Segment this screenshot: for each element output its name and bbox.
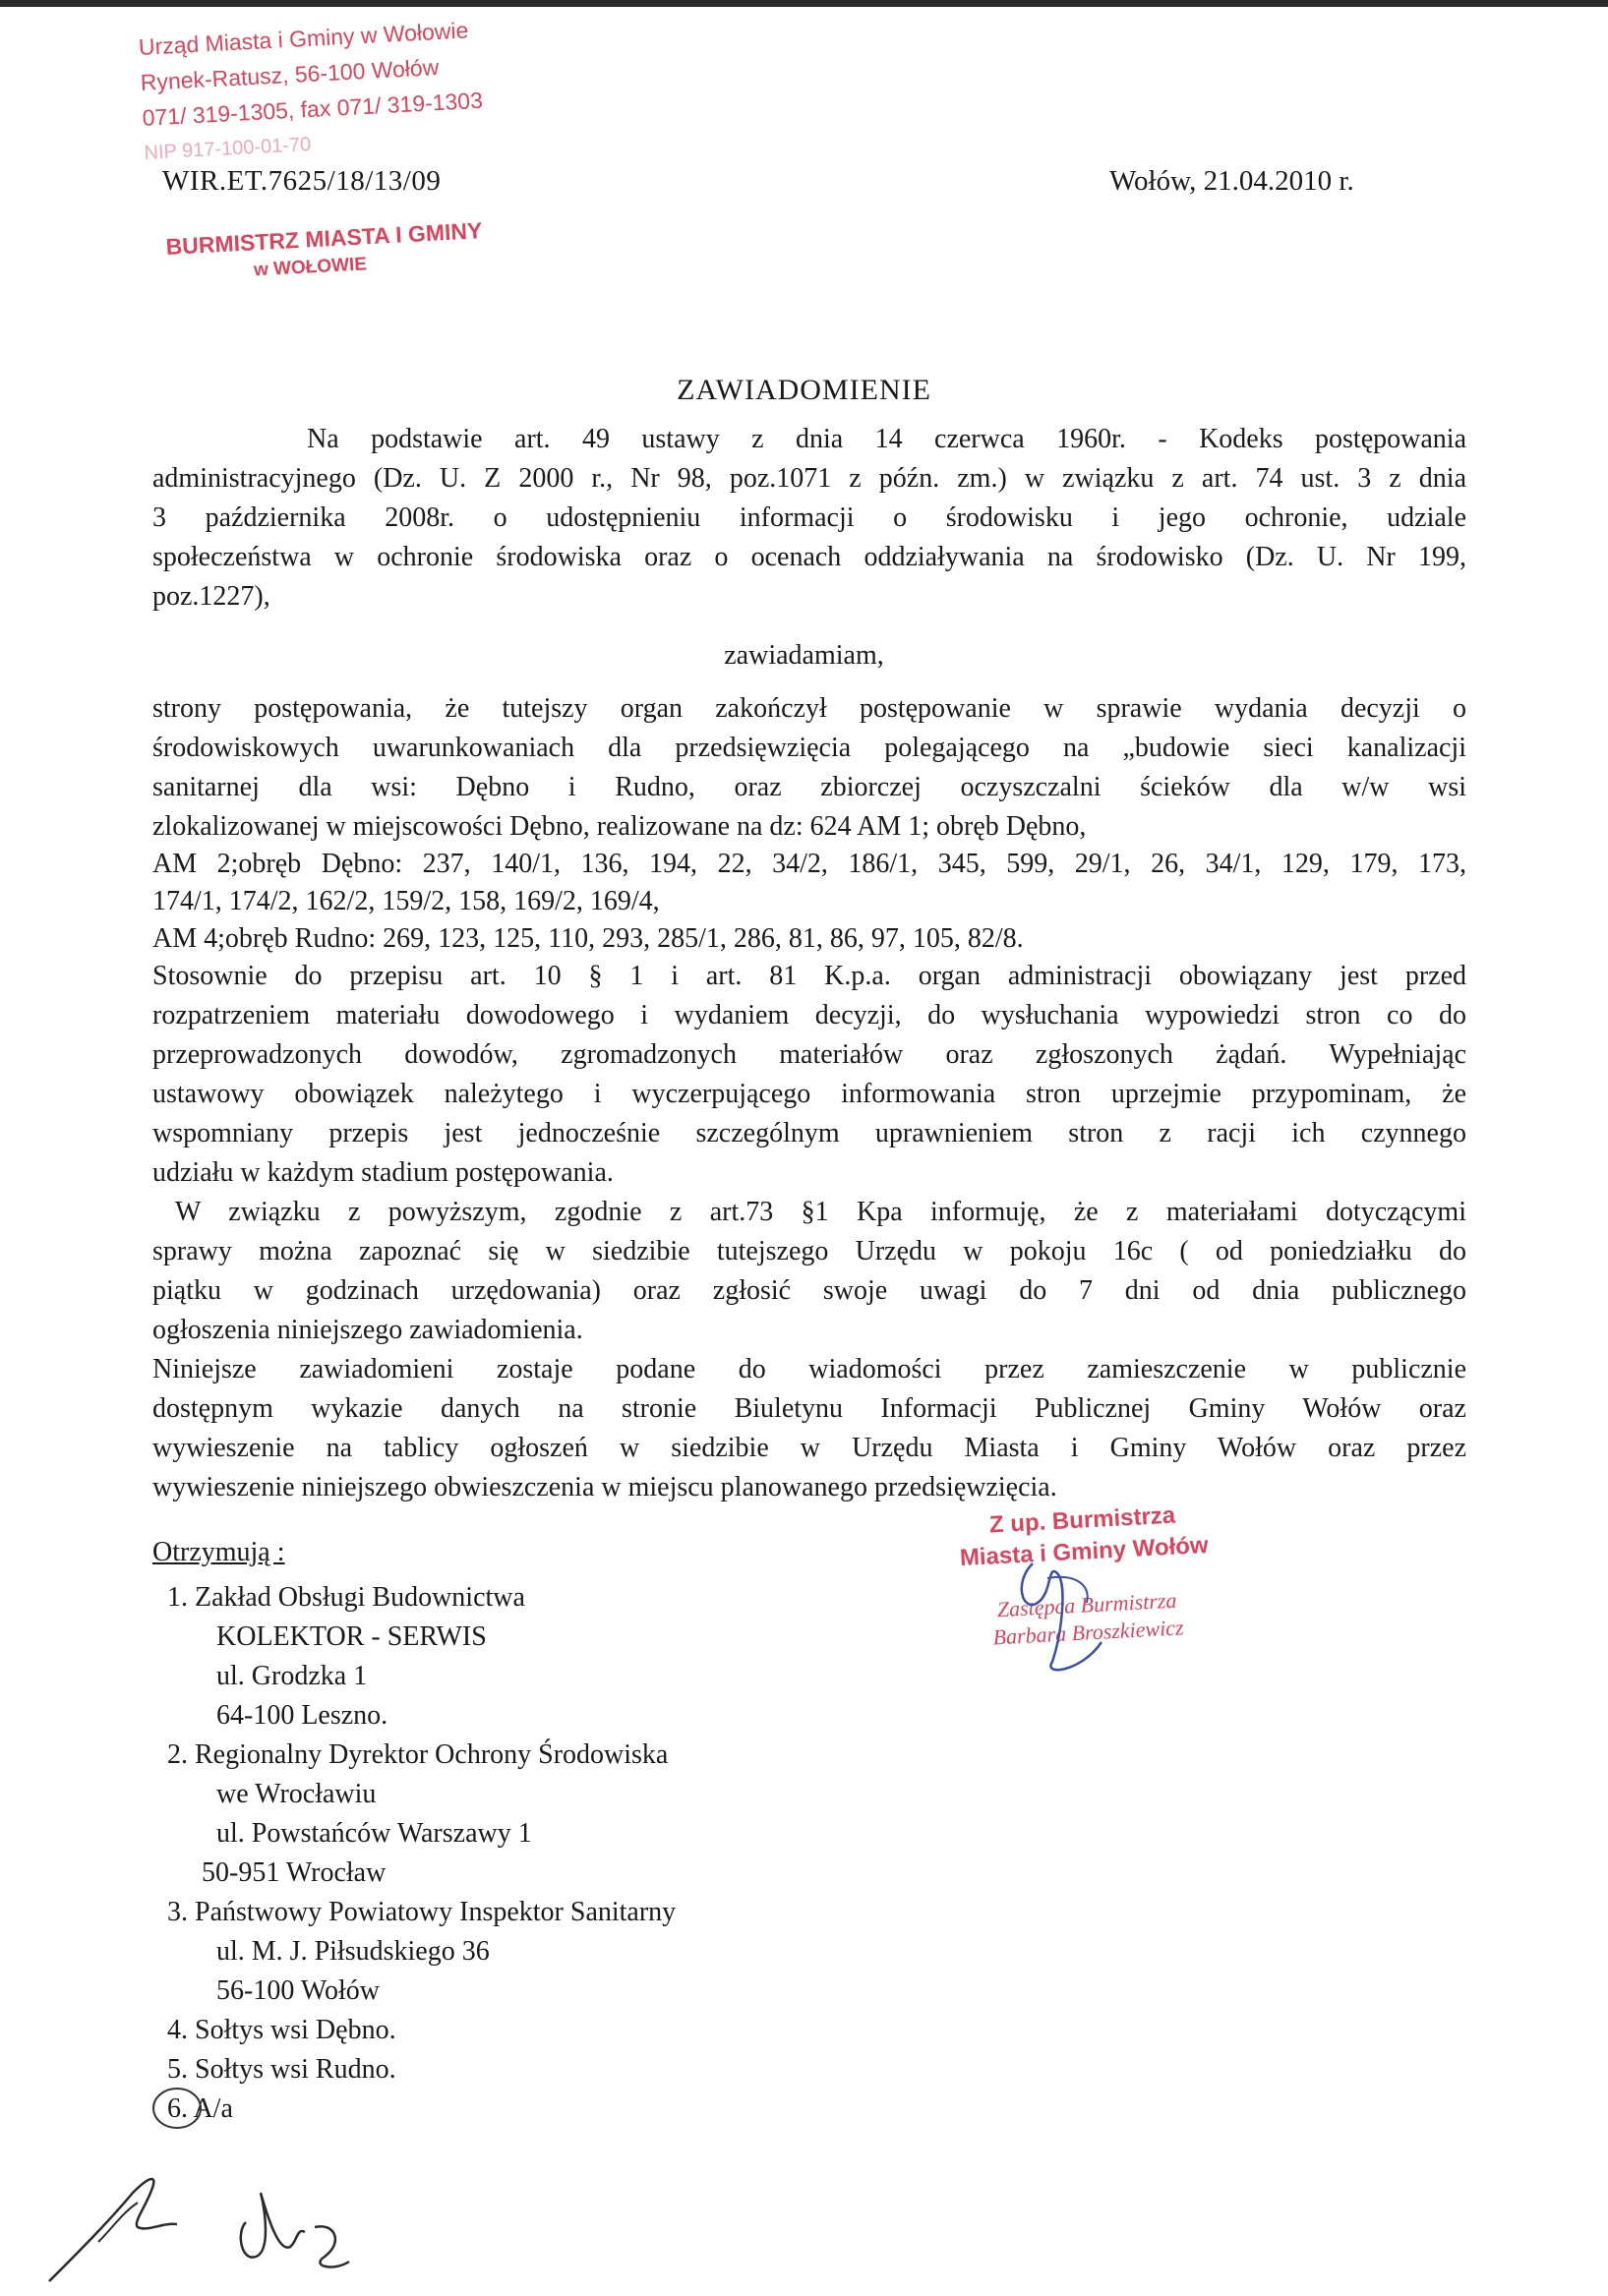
mayor-stamp bbox=[165, 217, 482, 286]
mayor-stamp-line2: w WOŁOWIE bbox=[253, 254, 368, 281]
body-line: poz.1227), bbox=[152, 581, 270, 612]
signature-stamp-line4: Barbara Broszkiewicz bbox=[991, 1615, 1185, 1650]
body-line: 3 października 2008r. o udostępnieniu informacji o środowisku i jego ochronie, udziale bbox=[152, 502, 1466, 533]
recipient-line: 56-100 Wołów bbox=[216, 1975, 381, 2006]
recipient-line: KOLEKTOR - SERWIS bbox=[216, 1621, 487, 1652]
recipient-line: 5. Sołtys wsi Rudno. bbox=[167, 2054, 396, 2085]
scan-top-edge bbox=[0, 0, 1608, 7]
body-line: społeczeństwa w ochronie środowiska oraz o ocenach oddziaływania na środowisko (Dz. U. Nr 199, bbox=[152, 542, 1466, 572]
recipient-line: ul. Powstańców Warszawy 1 bbox=[216, 1818, 532, 1849]
recipient-line: 1. Zakład Obsługi Budownictwa bbox=[167, 1582, 525, 1613]
signature-stamp-line1: Z up. Burmistrza bbox=[988, 1501, 1176, 1539]
stamp-office-address: Rynek-Ratusz, 56-100 Wołów bbox=[140, 54, 440, 95]
body-line: Niniejsze zawiadomieni zostaje podane do wiadomości przez zamieszczenie w publicznie bbox=[152, 1354, 1466, 1384]
body-line: środowiskowych uwarunkowaniach dla przedsięwzięcia polegającego na „budowie sieci kanalizacji bbox=[152, 733, 1466, 763]
body-line: W związku z powyższym, zgodnie z art.73 §1 Kpa informuję, że z materiałami dotyczącymi bbox=[175, 1197, 1466, 1227]
document-title: ZAWIADOMIENIE bbox=[677, 374, 931, 406]
body-line: piątku w godzinach urzędowania) oraz zgłosić swoje uwagi do 7 dni od dnia publicznego bbox=[152, 1275, 1466, 1306]
office-address-stamp bbox=[138, 9, 538, 171]
body-line: sanitarnej dla wsi: Dębno i Rudno, oraz zbiorczej oczyszczalni ścieków dla w/w wsi bbox=[152, 772, 1466, 802]
recipient-line: we Wrocławiu bbox=[216, 1779, 377, 1809]
reference-number: WIR.ET.7625/18/13/09 bbox=[162, 165, 442, 197]
body-line: dostępnym wykazie danych na stronie Biuletynu Informacji Publicznej Gminy Wołów oraz bbox=[152, 1393, 1466, 1424]
body-line: ogłoszenia niniejszego zawiadomienia. bbox=[152, 1315, 583, 1345]
stamp-office-phone: 071/ 319-1305, fax 071/ 319-1303 bbox=[142, 87, 484, 131]
handwritten-initials bbox=[39, 2134, 364, 2296]
recipient-line: ul. M. J. Piłsudskiego 36 bbox=[216, 1936, 490, 1967]
body-line: Stosownie do przepisu art. 10 § 1 i art. 81 K.p.a. organ administracji obowiązany jest przed bbox=[152, 961, 1466, 991]
recipient-line: 6. A/a bbox=[167, 2093, 233, 2124]
signature-stamp-line2: Miasta i Gminy Wołów bbox=[959, 1531, 1210, 1572]
body-line: zlokalizowanej w miejscowości Dębno, realizowane na dz: 624 AM 1; obręb Dębno, bbox=[152, 811, 1087, 842]
signature-stamp-line3: Zastępca Burmistrza bbox=[996, 1587, 1177, 1622]
body-line: przeprowadzonych dowodów, zgromadzonych materiałów oraz zgłoszonych żądań. Wypełniając bbox=[152, 1039, 1466, 1070]
stamp-office-nip: NIP 917-100-01-70 bbox=[144, 133, 312, 164]
body-line: wywieszenie niniejszego obwieszczenia w miejscu planowanego przedsięwzięcia. bbox=[152, 1472, 1057, 1502]
body-line: AM 2;obręb Dębno: 237, 140/1, 136, 194, 22, 34/2, 186/1, 345, 599, 29/1, 26, 34/1, 129, 179, 173, bbox=[152, 849, 1466, 879]
body-line: 174/1, 174/2, 162/2, 159/2, 158, 169/2, 169/4, bbox=[152, 886, 660, 916]
circle-mark-icon bbox=[148, 2083, 207, 2134]
body-line: wspomniany przepis jest jednocześnie szczególnym uprawnieniem stron z racji ich czynnego bbox=[152, 1118, 1466, 1148]
stamp-office-name: Urząd Miasta i Gminy w Wołowie bbox=[138, 17, 469, 60]
recipient-line: 4. Sołtys wsi Dębno. bbox=[167, 2015, 396, 2045]
recipient-line: 3. Państwowy Powiatowy Inspektor Sanitarny bbox=[167, 1897, 677, 1927]
recipient-line: ul. Grodzka 1 bbox=[216, 1661, 368, 1691]
body-line: AM 4;obręb Rudno: 269, 123, 125, 110, 293, 285/1, 286, 81, 86, 97, 105, 82/8. bbox=[152, 923, 1024, 954]
recipient-line: 64-100 Leszno. bbox=[216, 1700, 388, 1731]
recipient-line: 50-951 Wrocław bbox=[202, 1857, 387, 1888]
body-line: Na podstawie art. 49 ustawy z dnia 14 czerwca 1960r. - Kodeks postępowania bbox=[307, 424, 1466, 454]
mayor-stamp-line1: BURMISTRZ MIASTA I GMINY bbox=[165, 217, 483, 260]
body-line: udziału w każdym stadium postępowania. bbox=[152, 1157, 614, 1188]
body-line: rozpatrzeniem materiału dowodowego i wydaniem decyzji, do wysłuchania wypowiedzi stron co do bbox=[152, 1000, 1466, 1030]
body-line: ustawowy obowiązek należytego i wyczerpującego informowania stron uprzejmie przypominam, że bbox=[152, 1079, 1466, 1109]
handwritten-signature-official bbox=[993, 1544, 1131, 1681]
place-date: Wołów, 21.04.2010 r. bbox=[1109, 165, 1354, 197]
body-line: strony postępowania, że tutejszy organ zakończył postępowanie w sprawie wydania decyzji o bbox=[152, 693, 1466, 724]
body-line: wywieszenie na tablicy ogłoszeń w siedzibie w Urzędu Miasta i Gminy Wołów oraz przez bbox=[152, 1433, 1466, 1463]
body-line: sprawy można zapoznać się w siedzibie tutejszego Urzędu w pokoju 16c ( od poniedziałku do bbox=[152, 1236, 1466, 1266]
recipients-heading: Otrzymują : bbox=[152, 1537, 285, 1567]
body-line-zawiadamiam: zawiadamiam, bbox=[724, 640, 884, 671]
body-line: administracyjnego (Dz. U. Z 2000 r., Nr 98, poz.1071 z późn. zm.) w związku z art. 74 ust. 3 z dnia bbox=[152, 463, 1466, 494]
recipient-line: 2. Regionalny Dyrektor Ochrony Środowiska bbox=[167, 1739, 669, 1770]
